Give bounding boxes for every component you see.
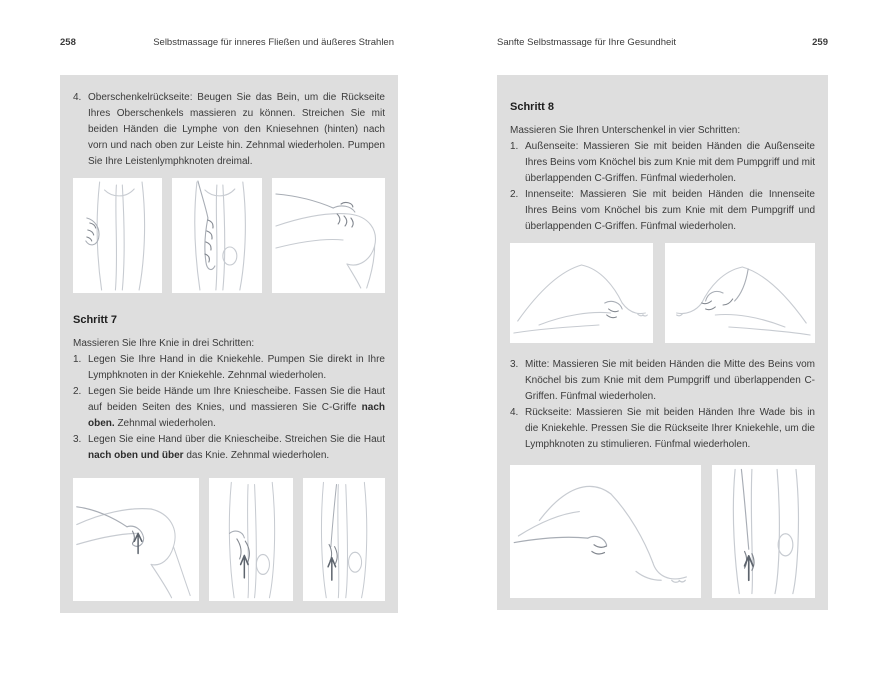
running-head-title-left: Selbstmassage für inneres Fließen und äußeres Strahlen (153, 37, 394, 48)
list-item (73, 432, 385, 464)
illustration-calf-massage (510, 465, 701, 598)
bold-segment: nach oben. (88, 402, 385, 429)
list-item-number: 3. (510, 359, 519, 370)
figure-row (510, 465, 815, 598)
bold-segment: nach oben und über (88, 450, 184, 461)
list-item-text (88, 352, 385, 384)
list-item-number: 2. (73, 386, 82, 397)
list-item (510, 139, 815, 187)
illustration-lower-leg-inside (665, 243, 815, 343)
list-item-number: 3. (73, 434, 82, 445)
text-segment: Legen Sie Ihre Hand in die Kniekehle. Pumpen Sie direkt in Ihre Lymphknoten in der Kniekehle. Zehnmal wiederholen. (88, 354, 385, 381)
illustration-bent-knee-grip (272, 178, 385, 293)
running-head-title-right: Sanfte Selbstmassage für Ihre Gesundheit (497, 37, 677, 48)
list-item-text: Außenseite: Massieren Sie mit beiden Händen die Außenseite Ihres Beins vom Knöchel bis zum Knie mit dem Pumpgriff und mit überlappenden C-Griffen. Fünfmal wiederholen. (525, 141, 815, 184)
list-item-number: 1. (510, 141, 519, 152)
illustration-thigh-back-outer-hand (73, 178, 162, 293)
list-item (73, 384, 385, 432)
illustration-lower-leg-outside (510, 243, 653, 343)
figure-row (73, 478, 385, 601)
step-intro: Massieren Sie Ihre Knie in drei Schritten: (73, 338, 255, 349)
illustration-knee-hollow-press (712, 465, 815, 598)
text-segment: Legen Sie eine Hand über die Kniescheibe. Streichen Sie die Haut (88, 434, 385, 445)
illustration-thigh-back-overlapping-grips (172, 178, 262, 293)
calf-massage-icon (510, 465, 701, 598)
list-item-text: Mitte: Massieren Sie mit beiden Händen die Mitte des Beins vom Knöchel bis zum Knie mit dem Pumpgriff und überlappenden C-Griffen. Fünfmal wiederholen. (525, 359, 815, 402)
list-item-text (88, 384, 385, 432)
illustration-hand-in-knee-hollow (73, 478, 199, 601)
running-head-right (497, 37, 828, 49)
knee-hollow-pump-icon (73, 478, 199, 601)
list-item (73, 352, 385, 384)
page-number-left: 258 (60, 37, 76, 48)
list-item-text (88, 432, 385, 464)
text-segment: Legen Sie beide Hände um Ihre Kniescheibe. Fassen Sie die Haut auf beiden Seiten des Knies, und massieren Sie C-Griffe (88, 386, 385, 413)
bent-knee-grip-icon (272, 178, 385, 293)
step-instructions (510, 357, 815, 453)
step-instructions (73, 336, 385, 464)
list-item-text: Innenseite: Massieren Sie mit beiden Händen die Innenseite Ihres Beins vom Knöchel bis zum Knie mit dem Pumpgriff und überlappenden C-Griffen. Fünfmal wiederholen. (525, 189, 815, 232)
list-item-text: Oberschenkelrückseite: Beugen Sie das Bein, um die Rückseite Ihres Oberschenkels massieren zu können. Streichen Sie mit beiden Händen die Lymphe von den Kniesehnen (hinten) nach vorn und nach oben zur Leiste hin. Zehnmal wiederholen. Pumpen Sie Ihre Leistenlymphknoten dreimal. (88, 92, 385, 167)
list-item-number: 4. (510, 407, 519, 418)
knee-hollow-press-icon (712, 465, 815, 598)
list-item (510, 405, 815, 453)
list-item (73, 90, 385, 170)
content-panel-right (497, 75, 828, 610)
figure-row (73, 178, 385, 293)
thigh-back-grips-icon (172, 178, 262, 293)
text-segment: das Knie. Zehnmal wiederholen. (183, 450, 330, 461)
content-panel-left (60, 75, 398, 613)
figure-row (510, 243, 815, 343)
kneecap-hands-icon (209, 478, 294, 601)
lower-leg-inside-icon (665, 243, 815, 343)
thigh-back-massage-icon (73, 178, 162, 293)
illustration-hand-over-kneecap (303, 478, 385, 601)
list-item (510, 187, 815, 235)
list-item (510, 357, 815, 405)
step-intro: Massieren Sie Ihren Unterschenkel in vier Schritten: (510, 125, 741, 136)
list-item-text: Rückseite: Massieren Sie mit beiden Händen Ihre Wade bis in die Kniekehle. Pressen Sie die Rückseite Ihrer Kniekehle, um die Lymphknoten zu stimulieren. Fünfmal wiederholen. (525, 407, 815, 450)
step-instructions (510, 123, 815, 235)
kneecap-stroke-icon (303, 478, 385, 601)
running-head-left (60, 37, 394, 49)
step-heading: Schritt 7 (73, 314, 118, 326)
step-heading: Schritt 8 (510, 101, 555, 113)
list-item-number: 4. (73, 92, 82, 103)
lower-leg-outside-icon (510, 243, 653, 343)
illustration-hands-around-kneecap (209, 478, 294, 601)
list-item-number: 1. (73, 354, 82, 365)
text-segment: Zehnmal wiederholen. (114, 418, 216, 429)
page-number-right: 259 (812, 37, 828, 48)
list-item-number: 2. (510, 189, 519, 200)
